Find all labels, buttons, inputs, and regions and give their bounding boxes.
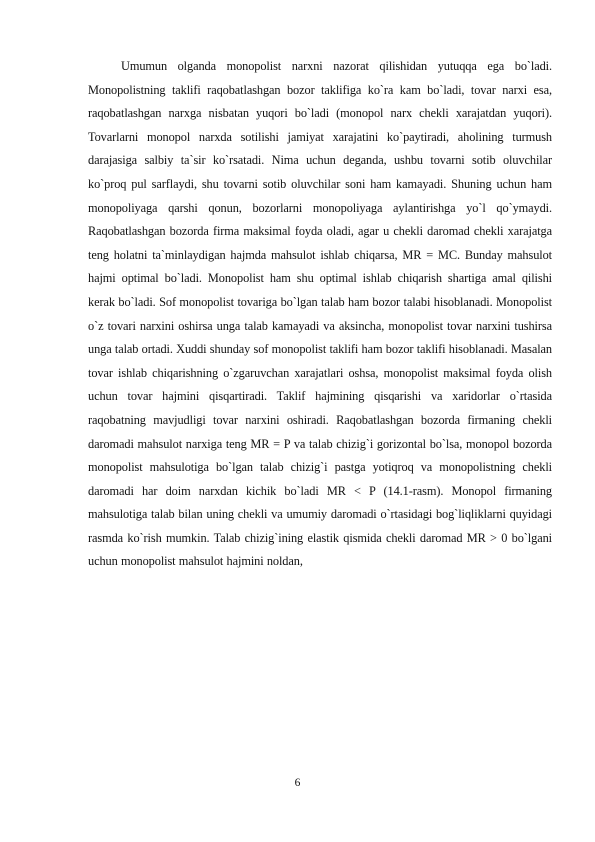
- body-paragraph: Umumun olganda monopolist narxni nazorat qilishidan yutuqqa ega bo`ladi. Monopolistning taklifi raqobatlashgan bozor taklifiga ko`ra kam bo`ladi, tovar narxi esa, raqobatlashgan narxga nisbatan yuqori bo`ladi (monopol narx chekli xarajatdan yuqori). Tovarlarni monopol narxda sotilishi jamiyat xarajatini ko`paytiradi, aholining turmush darajasiga salbiy ta`sir ko`rsatadi. Nima uchun deganda, ushbu tovarni sotib oluvchilar ko`proq pul sarflaydi, shu tovarni sotib oluvchilar soni ham kamayadi. Shuning uchun ham monopoliyaga qarshi qonun, bozorlarni monopoliyaga aylantirishga yo`l qo`ymaydi. Raqobatlashgan bozorda firma maksimal foyda oladi, agar u chekli daromad chekli xarajatga teng holatni ta`minlaydigan hajmda mahsulot ishlab chiqarsa, MR = MC. Bunday mahsulot hajmi optimal bo`ladi. Monopolist ham shu optimal ishlab chiqarish shartiga amal qilishi kerak bo`ladi. Sof monopolist tovariga bo`lgan talab ham bozor talabi hisoblanadi. Monopolist o`z tovari narxini oshirsa unga talab kamayadi va aksincha, monopolist tovar narxini tushirsa unga talab ortadi. Xuddi shunday sof monopolist taklifi ham bozor taklifi hisoblanadi. Masalan tovar ishlab chiqarishning o`zgaruvchan xarajatlari oshsa, monopolist maksimal foyda olish uchun tovar hajmini qisqartiradi. Taklif hajmining qisqarishi va xaridorlar o`rtasida raqobatning mavjudligi tovar narxini oshiradi. Raqobatlashgan bozorda firmaning chekli daromadi mahsulot narxiga teng MR = P va talab chizig`i gorizontal bo`lsa, monopol bozorda monopolist mahsulotiga bo`lgan talab chizig`i pastga yotiqroq va monopolistning chekli daromadi har doim narxdan kichik bo`ladi MR < P (14.1-rasm). Monopol firmaning mahsulotiga talab bilan uning chekli va umumiy daromadi o`rtasidagi bog`liqliklarni quyidagi rasmda ko`rish mumkin. Talab chizig`ining elastik qismida chekli daromad MR > 0 bo`lgani uchun monopolist mahsulot hajmini noldan,: [88, 59, 552, 569]
- document-page: [88, 55, 552, 574]
- page-number: 6: [294, 777, 301, 789]
